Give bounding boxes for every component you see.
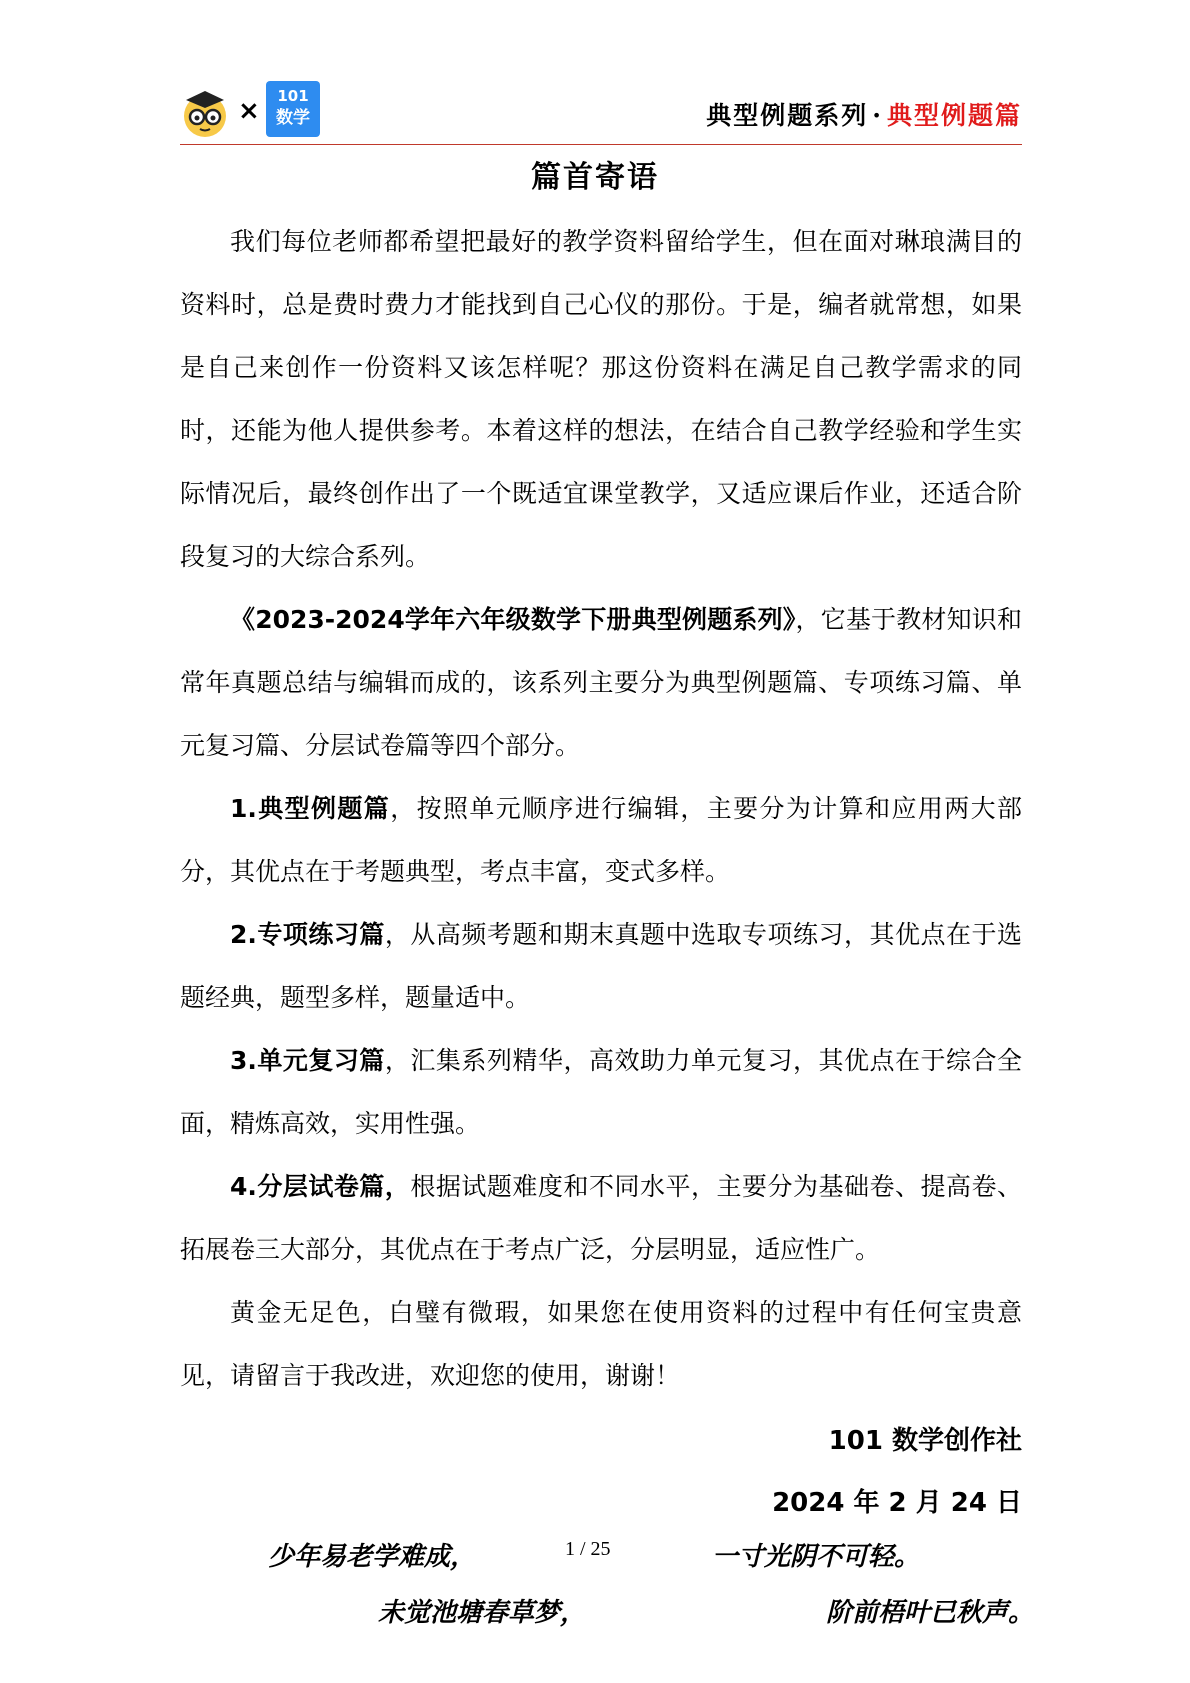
- page-header: [180, 78, 1022, 145]
- paragraph-intro: 我们每位老师都希望把最好的教学资料留给学生，但在面对琳琅满目的资料时，总是费时费力才能找到自己心仪的那份。于是，编者就常想，如果是自己来创作一份资料又该怎样呢？那这份资料在满足自己教学需求的同时，还能为他人提供参考。本着这样的想法，在结合自己教学经验和学生实际情况后，最终创作出了一个既适宜课堂教学，又适应课后作业，还适合阶段复习的大综合系列。: [180, 227, 1022, 571]
- paragraph-part2: [180, 903, 1022, 1029]
- page-number: 1 / 25: [565, 1538, 611, 1560]
- body-content: [180, 210, 1022, 1407]
- paragraph-part1: [180, 777, 1022, 903]
- logo-separator: ×: [238, 96, 260, 126]
- part1-title: 1.典型例题篇: [230, 794, 391, 823]
- page-title: 篇首寄语: [531, 160, 659, 195]
- footer-poem-line2-right: 阶前梧叶已秋声。: [826, 1598, 1035, 1628]
- part4-desc: 根据试题难度和不同水平，主要分为基础卷、提高卷、拓展卷三大部分，其优点在于考点广泛，分层明显，适应性广。: [180, 1172, 1022, 1264]
- part1-desc: ，按照单元顺序进行编辑，主要分为计算和应用两大部分，其优点在于考题典型，考点丰富，变式多样。: [180, 794, 1022, 886]
- logo-badge-line2: 数学: [276, 108, 310, 128]
- section-title: 典型例题篇: [886, 101, 1022, 130]
- footer-poem-line1-left: 少年易老学难成，: [268, 1542, 477, 1572]
- paragraph-closing: 黄金无足色，白璧有微瑕，如果您在使用资料的过程中有任何宝贵意见，请留言于我改进，欢迎您的使用，谢谢！: [180, 1298, 1022, 1390]
- footer-poem-line2-left: 未觉池塘春草梦，: [378, 1598, 587, 1628]
- header-title: [706, 96, 1022, 132]
- signature-date: 2024 年 2 月 24 日: [772, 1488, 1022, 1518]
- part2-title: 2.专项练习篇: [230, 920, 385, 949]
- paragraph-part4: [180, 1155, 1022, 1281]
- series-title: 典型例题系列: [706, 101, 869, 130]
- part4-title: 4.分层试卷篇，: [230, 1172, 411, 1201]
- part3-desc: ，汇集系列精华，高效助力单元复习，其优点在于综合全面，精炼高效，实用性强。: [180, 1046, 1022, 1138]
- series-name: 《2023-2024学年六年级数学下册典型例题系列》: [230, 605, 796, 634]
- title-dot: ·: [872, 101, 883, 130]
- part2-desc: ，从高频考题和期末真题中选取专项练习，其优点在于选题经典，题型多样，题量适中。: [180, 920, 1022, 1012]
- owl-mascot-icon: [180, 88, 230, 138]
- part3-title: 3.单元复习篇: [230, 1046, 385, 1075]
- signature-org: 101 数学创作社: [828, 1426, 1022, 1456]
- paragraph-series: [180, 588, 1022, 777]
- footer-poem-line1-right: 一寸光阴不可轻。: [712, 1542, 921, 1572]
- paragraph-part3: [180, 1029, 1022, 1155]
- brand-logo: [266, 81, 320, 137]
- series-desc: ，它基于教材知识和常年真题总结与编辑而成的，该系列主要分为典型例题篇、专项练习篇、单元复习篇、分层试卷篇等四个部分。: [180, 605, 1022, 760]
- logo-badge-line1: 101: [277, 87, 309, 105]
